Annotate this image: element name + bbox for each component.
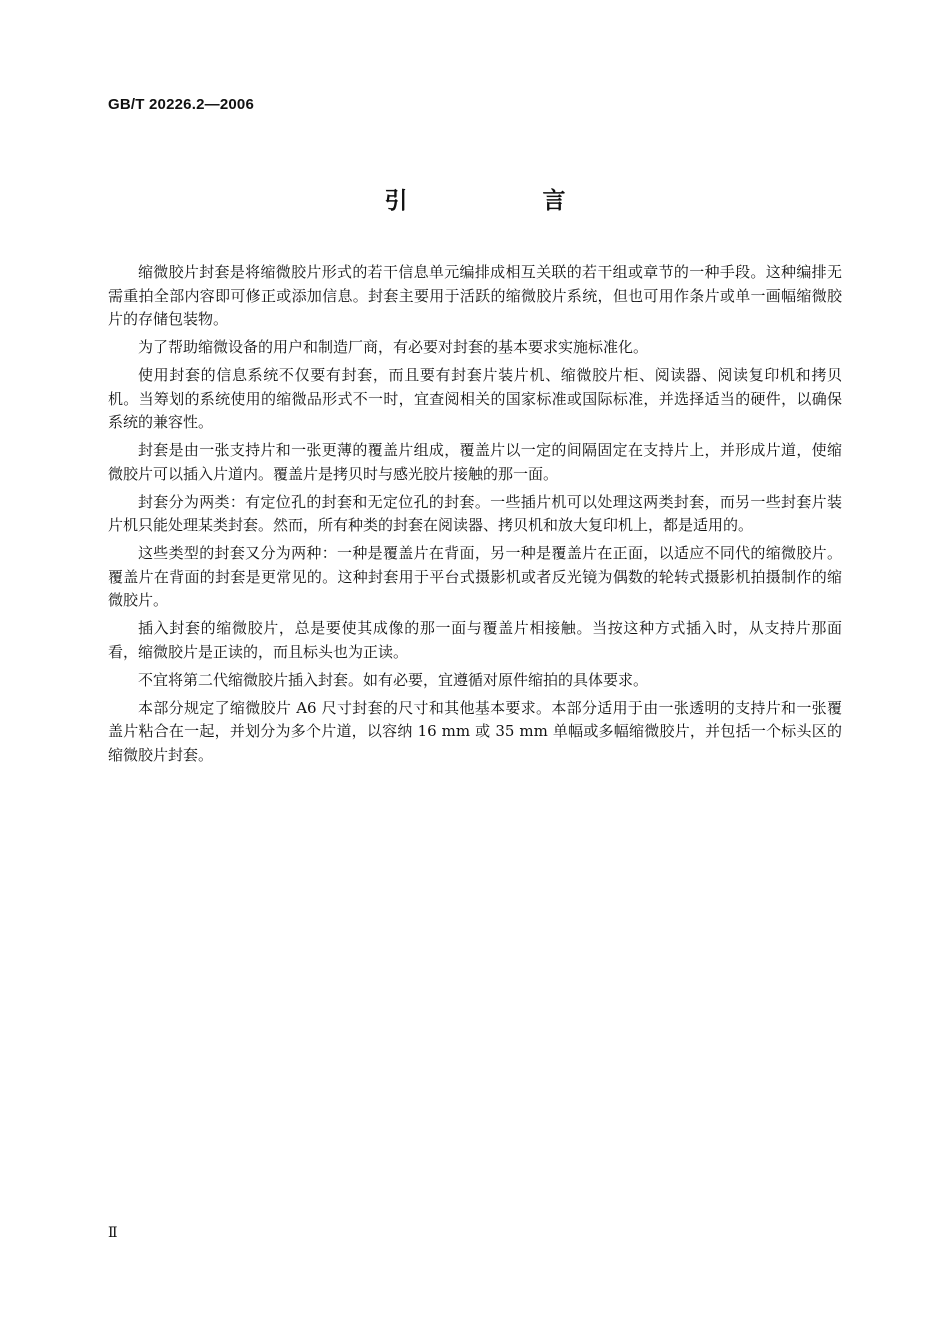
standard-code: GB/T 20226.2—2006 <box>108 96 254 113</box>
section-title: 引 言 <box>384 188 622 214</box>
paragraph: 使用封套的信息系统不仅要有封套，而且要有封套片装片机、缩微胶片柜、阅读器、阅读复印机和拷贝机。当筹划的系统使用的缩微品形式不一时，宜查阅相关的国家标准或国际标准，并选择适当的硬件，以确保系统的兼容性。 <box>108 366 842 431</box>
paragraph: 不宜将第二代缩微胶片插入封套。如有必要，宜遵循对原件缩拍的具体要求。 <box>138 670 649 689</box>
page-number: Ⅱ <box>108 1225 118 1241</box>
paragraph: 封套是由一张支持片和一张更薄的覆盖片组成，覆盖片以一定的间隔固定在支持片上，并形成片道，使缩微胶片可以插入片道内。覆盖片是拷贝时与感光胶片接触的那一面。 <box>108 441 842 483</box>
paragraph: 这些类型的封套又分为两种：一种是覆盖片在背面，另一种是覆盖片在正面，以适应不同代的缩微胶片。覆盖片在背面的封套是更常见的。这种封套用于平台式摄影机或者反光镜为偶数的轮转式摄影机拍摄制作的缩微胶片。 <box>108 544 842 609</box>
paragraph: 缩微胶片封套是将缩微胶片形式的若干信息单元编排成相互关联的若干组或章节的一种手段。这种编排无需重拍全部内容即可修正或添加信息。封套主要用于活跃的缩微胶片系统，但也可用作条片或单一画幅缩微胶片的存储包装物。 <box>108 263 842 328</box>
paragraph: 封套分为两类：有定位孔的封套和无定位孔的封套。一些插片机可以处理这两类封套，而另一些封套片装片机只能处理某类封套。然而，所有种类的封套在阅读器、拷贝机和放大复印机上，都是适用的。 <box>108 492 842 534</box>
introduction-body <box>108 261 842 772</box>
paragraph: 本部分规定了缩微胶片 A6 尺寸封套的尺寸和其他基本要求。本部分适用于由一张透明的支持片和一张覆盖片粘合在一起，并划分为多个片道，以容纳 16 mm 或 35 mm 单幅或多幅缩微胶片，并包括一个标头区的缩微胶片封套。 <box>108 698 842 764</box>
paragraph: 为了帮助缩微设备的用户和制造厂商，有必要对封套的基本要求实施标准化。 <box>138 338 649 356</box>
paragraph: 插入封套的缩微胶片，总是要使其成像的那一面与覆盖片相接触。当按这种方式插入时，从支持片那面看，缩微胶片是正读的，而且标头也为正读。 <box>108 619 842 661</box>
